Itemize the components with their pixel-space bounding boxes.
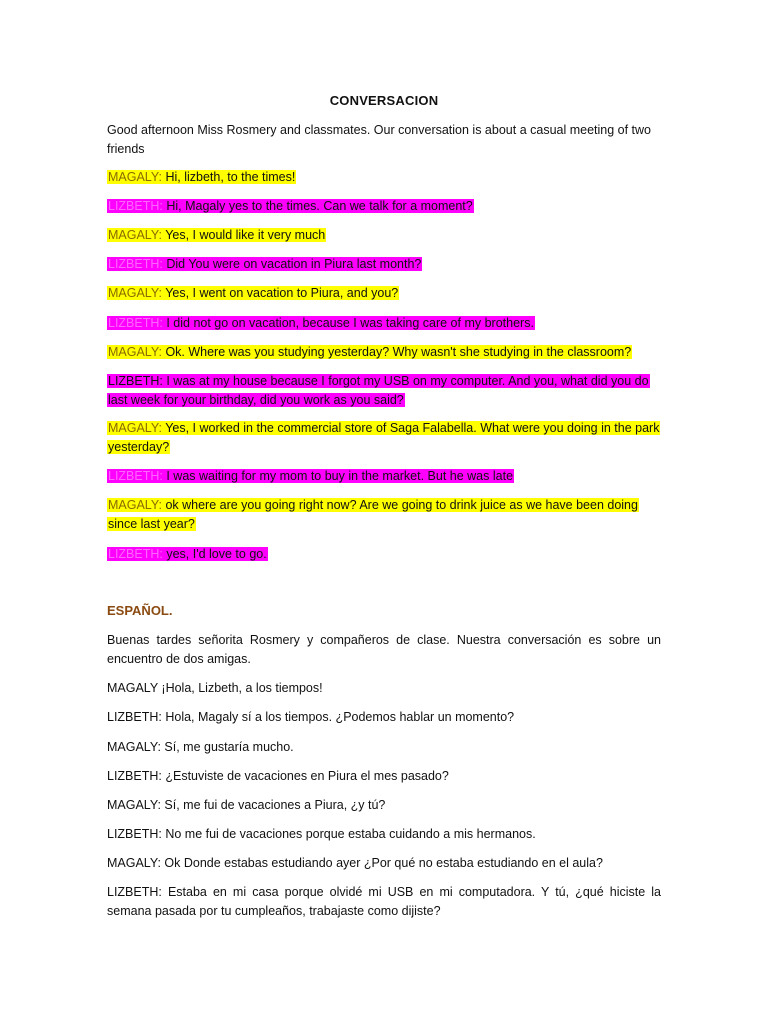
dialogue-line: [107, 496, 661, 534]
dialogue-line-es: LIZBETH: Hola, Magaly sí a los tiempos. ¿Podemos hablar un momento?: [107, 710, 515, 724]
section-heading-espanol: ESPAÑOL.: [107, 603, 173, 618]
dialogue-text: I was waiting for my mom to buy in the market. But he was late: [162, 469, 514, 483]
dialogue-line-es: MAGALY: Sí, me fui de vacaciones a Piura, ¿y tú?: [107, 798, 386, 812]
speaker-label: MAGALY:: [108, 421, 162, 435]
speaker-label: MAGALY:: [108, 170, 162, 184]
dialogue-line-es: LIZBETH: No me fui de vacaciones porque estaba cuidando a mis hermanos.: [107, 827, 536, 841]
dialogue-line: [107, 284, 661, 303]
dialogue-text: Yes, I would like it very much: [161, 228, 326, 242]
dialogue-line-es: LIZBETH: Estaba en mi casa porque olvidé mi USB en mi computadora. Y tú, ¿qué hiciste la semana pasada por tu cumpleaños, trabajaste como dijiste?: [107, 885, 661, 918]
dialogue-line-es: MAGALY ¡Hola, Lizbeth, a los tiempos!: [107, 681, 323, 695]
dialogue-text: Yes, I worked in the commercial store of Saga Falabella. What were you doing in the park yesterday?: [108, 421, 660, 454]
speaker-label: MAGALY:: [108, 498, 162, 512]
speaker-label: LIZBETH:: [108, 547, 163, 561]
dialogue-text: I was at my house because I forgot my USB on my computer. And you, what did you do last week for your birthday, did you work as you said?: [108, 374, 649, 407]
dialogue-line: [107, 226, 661, 245]
dialogue-line-es: MAGALY: Sí, me gustaría mucho.: [107, 740, 294, 754]
intro-paragraph-es: Buenas tardes señorita Rosmery y compañeros de clase. Nuestra conversación es sobre un encuentro de dos amigas.: [107, 633, 661, 666]
dialogue-line: [107, 314, 661, 333]
dialogue-text: I did not go on vacation, because I was taking care of my brothers.: [162, 316, 534, 330]
dialogue-line-es: LIZBETH: ¿Estuviste de vacaciones en Piura el mes pasado?: [107, 769, 449, 783]
dialogue-line: [107, 467, 661, 486]
dialogue-line-es: MAGALY: Ok Donde estabas estudiando ayer ¿Por qué no estaba estudiando en el aula?: [107, 856, 603, 870]
dialogue-line: [107, 168, 661, 187]
dialogue-text: ok where are you going right now? Are we going to drink juice as we have been doing since last year?: [108, 498, 638, 531]
dialogue-line: [107, 372, 661, 410]
dialogue-text: Ok. Where was you studying yesterday? Why wasn't she studying in the classroom?: [161, 345, 632, 359]
dialogue-text: Hi, Magaly yes to the times. Can we talk for a moment?: [162, 199, 473, 213]
dialogue-text: Did You were on vacation in Piura last month?: [162, 257, 422, 271]
page-title: CONVERSACION: [329, 93, 439, 108]
dialogue-line: [107, 255, 661, 274]
speaker-label: LIZBETH:: [108, 469, 163, 483]
speaker-label: MAGALY:: [108, 228, 162, 242]
intro-paragraph: Good afternoon Miss Rosmery and classmates. Our conversation is about a casual meeting of two friends: [107, 123, 652, 156]
dialogue-line: [107, 545, 661, 564]
dialogue-line: [107, 419, 661, 457]
speaker-label: LIZBETH:: [108, 374, 163, 388]
dialogue-text: Yes, I went on vacation to Piura, and you?: [161, 286, 399, 300]
speaker-label: LIZBETH:: [108, 199, 163, 213]
dialogue-text: Hi, lizbeth, to the times!: [161, 170, 296, 184]
dialogue-line: [107, 343, 661, 362]
speaker-label: MAGALY:: [108, 345, 162, 359]
dialogue-line: [107, 197, 661, 216]
speaker-label: MAGALY:: [108, 286, 162, 300]
speaker-label: LIZBETH:: [108, 316, 163, 330]
speaker-label: LIZBETH:: [108, 257, 163, 271]
dialogue-text: yes, I'd love to go.: [162, 547, 267, 561]
